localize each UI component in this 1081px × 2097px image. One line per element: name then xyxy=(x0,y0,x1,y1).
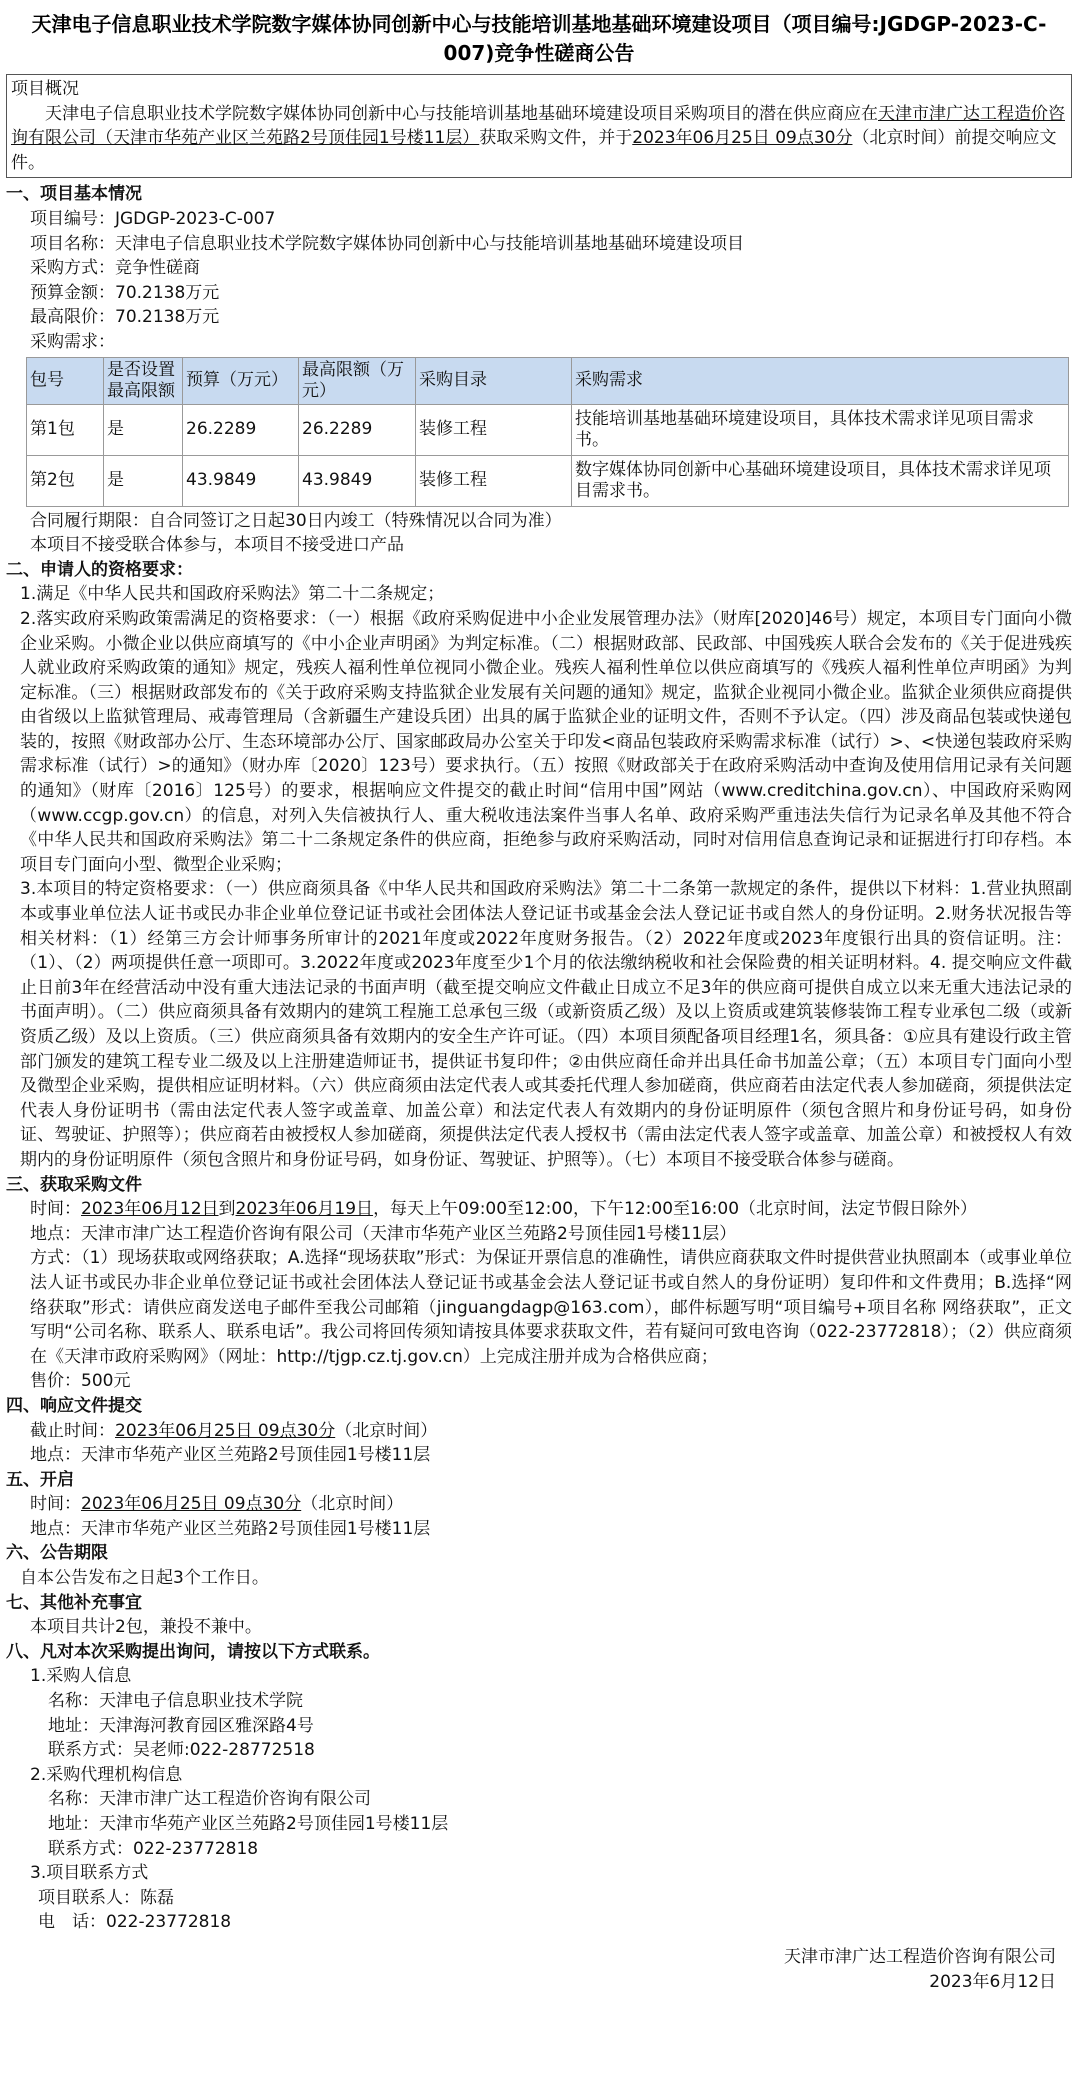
supplementary-note: 本项目共计2包，兼投不兼中。 xyxy=(30,1617,262,1638)
submit-place: 地点：天津市华苑产业区兰苑路2号顶佳园1号楼11层 xyxy=(30,1445,431,1466)
submit-deadline-date: 2023年06月25日 09点30分 xyxy=(115,1420,336,1441)
section-6-heading: 六、公告期限 xyxy=(6,1543,108,1564)
overview-text-3: （北京时间）前提交响应文件。 xyxy=(11,128,1057,173)
table-cell: 装修工程 xyxy=(416,404,572,455)
agency-title: 2.采购代理机构信息 xyxy=(30,1764,183,1785)
agency-address: 地址：天津市华苑产业区兰苑路2号顶佳园1号楼11层 xyxy=(48,1814,449,1834)
table-cell: 43.9849 xyxy=(183,455,299,506)
section-1-line: 项目名称：天津电子信息职业技术学院数字媒体协同创新中心与技能培训基地基础环境建设项目 xyxy=(30,233,744,254)
overview-address: 天津市津广达工程造价咨询有限公司（天津市华苑产业区兰苑路2号顶佳园1号楼11层） xyxy=(11,103,1065,149)
overview-heading: 项目概况 xyxy=(11,79,79,99)
section-2-heading: 二、申请人的资格要求： xyxy=(6,559,193,580)
obtain-time-rest: ，每天上午09:00至12:00，下午12:00至16:00（北京时间，法定节假日除外） xyxy=(373,1199,978,1220)
overview-box xyxy=(6,74,1072,178)
obtain-end-date: 2023年06月19日 xyxy=(235,1199,374,1220)
table-cell: 装修工程 xyxy=(416,455,572,506)
overview-deadline: 2023年06月25日 09点30分 xyxy=(632,128,853,149)
section-8-heading: 八、凡对本次采购提出询问，请按以下方式联系。 xyxy=(6,1641,380,1662)
contract-period: 合同履行期限：自合同签订之日起30日内竣工（特殊情况以合同为准） xyxy=(30,510,562,531)
section-1-heading: 一、项目基本情况 xyxy=(6,184,142,205)
qualification-3: 3.本项目的特定资格要求：（一）供应商须具备《中华人民共和国政府采购法》第二十二条第一款规定的条件，提供以下材料：1.营业执照副本或事业单位法人证书或民办非企业单位登记证书或社会团体法人登记证书或基金会法人登记证书或自然人的身份证明。2.财务状况报告等相关材料：（1）经第三方会计师事务所审计的2021年度或2022年度财务报告。（2）2022年度或2023年度银行出具的资信证明。注：（1）、（2）两项提供任意一项即可。3.2022年度或2023年度至少1个月的依法缴纳税收和社会保险费的相关证明材料。4. 提交响应文件截止日前3年在经营活动中没有重大违法记录的书面声明（截至提交响应文件截止日成立不足3年的供应商可提供自成立以来无重大违法记录的书面声明）。（二）供应商须具备有效期内的建筑工程施工总承包三级（或新资质乙级）及以上资质或建筑装修装饰工程专业承包二级（或新资质乙级）及以上资质。（三）供应商须具备有效期内的安全生产许可证。（四）本项目须配备项目经理1名，须具备：①应具有建设行政主管部门颁发的建筑工程专业二级及以上注册建造师证书，提供证书复印件；②由供应商任命并出具任命书加盖公章；（五）本项目专门面向小型及微型企业采购，提供相应证明材料。（六）供应商须由法定代表人或其委托代理人参加磋商，供应商若由法定代表人参加磋商，须提供法定代表人身份证明书（需由法定代表人签字或盖章、加盖公章）和法定代表人有效期内的身份证明原件（须包含照片和身份证号码，如身份证、驾驶证、护照等）；供应商若由被授权人参加磋商，须提供法定代表人授权书（需由法定代表人签字或盖章、加盖公章）和被授权人有效期内的身份证明原件（须包含照片和身份证号码，如身份证、驾驶证、护照等）。（七）本项目不接受联合体参与磋商。 xyxy=(20,879,1072,1170)
agency-contact: 联系方式：022-23772818 xyxy=(48,1838,259,1859)
qualification-2: 2.落实政府采购政策需满足的资格要求：（一）根据《政府采购促进中小企业发展管理办法》（财库[2020]46号）规定，本项目专门面向小微企业采购。小微企业以供应商填写的《中小企业声明函》为判定标准。（二）根据财政部、民政部、中国残疾人联合会发布的《关于促进残疾人就业政府采购政策的通知》规定，残疾人福利性单位视同小微企业。残疾人福利性单位以供应商填写的《残疾人福利性单位声明函》为判定标准。（三）根据财政部发布的《关于政府采购支持监狱企业发展有关问题的通知》规定，监狱企业视同小微企业。监狱企业须供应商提供由省级以上监狱管理局、戒毒管理局（含新疆生产建设兵团）出具的属于监狱企业的证明文件，否则不予认定。（四）涉及商品包装或快递包装的，按照《财政部办公厅、生态环境部办公厅、国家邮政局办公室关于印发<商品包装政府采购需求标准（试行）>、<快递包装政府采购需求标准（试行）>的通知》（财办库〔2020〕123号）要求执行。（五）按照《财政部关于在政府采购活动中查询及使用信用记录有关问题的通知》（财库〔2016〕125号）的要求，根据响应文件提交的截止时间“信用中国”网站（www.creditchina.gov.cn）、中国政府采购网（www.ccgp.gov.cn）的信息，对列入失信被执行人、重大税收违法案件当事人名单、政府采购严重违法失信行为记录名单及其他不符合《中华人民共和国政府采购法》第二十二条规定条件的供应商，拒绝参与政府采购活动，同时对信用信息查询记录和证据进行打印存档。本项目专门面向小型、微型企业采购； xyxy=(20,608,1072,875)
table-cell: 数字媒体协同创新中心基础环境建设项目，具体技术需求详见项目需求书。 xyxy=(572,455,1069,506)
purchaser-title: 1.采购人信息 xyxy=(30,1666,132,1687)
requirements-table xyxy=(26,357,1069,507)
table-cell: 43.9849 xyxy=(299,455,416,506)
table-header-cell: 包号 xyxy=(27,357,104,404)
obtain-method: 方式：（1）现场获取或网络获取；A.选择“现场获取”形式：为保证开票信息的准确性，请供应商获取文件时提供营业执照副本（或事业单位法人证书或民办非企业单位登记证书或社会团体法人登记证书或基金会法人登记证书或自然人的身份证明）复印件和文件费用；B.选择“网络获取”形式：请供应商发送电子邮件至我公司邮箱（jinguangdagp@163.com），邮件标题写明“项目编号+项目名称 网络获取”，正文写明“公司名称、联系人、联系电话”。我公司将回传须知请按具体要求获取文件，若有疑问可致电咨询（022-23772818）；（2）供应商须在《天津市政府采购网》（网址：http://tjgp.cz.tj.gov.cn）上完成注册并成为合格供应商； xyxy=(30,1248,1072,1367)
table-header-cell: 预算（万元） xyxy=(183,357,299,404)
overview-text-1: 天津电子信息职业技术学院数字媒体协同创新中心与技能培训基地基础环境建设项目采购项目的潜在供应商应在 xyxy=(45,103,878,124)
table-cell: 第2包 xyxy=(27,455,104,506)
section-1-line: 最高限价：70.2138万元 xyxy=(30,307,220,328)
section-1-line: 采购需求： xyxy=(30,331,115,352)
table-header-cell: 采购需求 xyxy=(572,357,1069,404)
table-cell: 第1包 xyxy=(27,404,104,455)
section-7-heading: 七、其他补充事宜 xyxy=(6,1592,142,1613)
section-3-heading: 三、获取采购文件 xyxy=(6,1174,142,1195)
obtain-time-mid: 到 xyxy=(218,1199,236,1220)
purchaser-name: 名称：天津电子信息职业技术学院 xyxy=(48,1691,303,1712)
submit-deadline-rest: （北京时间） xyxy=(335,1420,438,1441)
agency-name: 名称：天津市津广达工程造价咨询有限公司 xyxy=(48,1789,371,1810)
submit-deadline xyxy=(6,1419,1072,1444)
table-row xyxy=(27,455,1069,506)
obtain-time-label: 时间： xyxy=(30,1199,81,1220)
obtain-start-date: 2023年06月12日 xyxy=(81,1199,219,1220)
section-1-line: 预算金额：70.2138万元 xyxy=(30,282,220,303)
section-4-heading: 四、响应文件提交 xyxy=(6,1395,142,1416)
project-contact-person: 项目联系人：陈磊 xyxy=(38,1887,174,1908)
announcement-period: 自本公告发布之日起3个工作日。 xyxy=(20,1568,269,1589)
page-title: 天津电子信息职业技术学院数字媒体协同创新中心与技能培训基地基础环境建设项目（项目编号:JGDGP-2023-C-007)竞争性磋商公告 xyxy=(31,12,1047,65)
opening-date: 2023年06月25日 09点30分 xyxy=(81,1494,302,1515)
opening-place: 地点：天津市华苑产业区兰苑路2号顶佳园1号楼11层 xyxy=(30,1518,431,1539)
qualification-1: 1.满足《中华人民共和国政府采购法》第二十二条规定； xyxy=(20,584,445,605)
consortium-note: 本项目不接受联合体参与，本项目不接受进口产品 xyxy=(30,535,404,556)
section-1-line: 项目编号：JGDGP-2023-C-007 xyxy=(30,208,276,229)
table-cell: 是 xyxy=(104,455,183,506)
table-header-cell: 最高限额（万元） xyxy=(299,357,416,404)
table-row xyxy=(27,404,1069,455)
signature-date: 2023年6月12日 xyxy=(929,1971,1056,1992)
project-contact-phone: 电 话：022-23772818 xyxy=(38,1912,232,1933)
purchaser-address: 地址：天津海河教育园区雅深路4号 xyxy=(48,1715,314,1736)
section-5-heading: 五、开启 xyxy=(6,1469,74,1490)
table-header-cell: 采购目录 xyxy=(416,357,572,404)
opening-time-label: 时间： xyxy=(30,1494,81,1515)
table-header-row xyxy=(27,357,1069,404)
document-price: 售价：500元 xyxy=(30,1371,131,1392)
announcement-page xyxy=(6,0,1072,1994)
table-header-cell: 是否设置最高限额 xyxy=(104,357,183,404)
overview-text-2: 获取采购文件，并于 xyxy=(479,128,633,149)
table-cell: 26.2289 xyxy=(183,404,299,455)
opening-time-rest: （北京时间） xyxy=(301,1494,404,1515)
obtain-time xyxy=(6,1197,1072,1222)
table-cell: 是 xyxy=(104,404,183,455)
project-contact-title: 3.项目联系方式 xyxy=(30,1863,149,1884)
opening-time xyxy=(6,1492,1072,1517)
overview-text xyxy=(11,102,1065,176)
table-cell: 技能培训基地基础环境建设项目，具体技术需求详见项目需求书。 xyxy=(572,404,1069,455)
purchaser-contact: 联系方式：吴老师:022-28772518 xyxy=(48,1740,315,1761)
table-cell: 26.2289 xyxy=(299,404,416,455)
obtain-place: 地点：天津市津广达工程造价咨询有限公司（天津市华苑产业区兰苑路2号顶佳园1号楼11层） xyxy=(30,1223,737,1244)
submit-deadline-label: 截止时间： xyxy=(30,1420,115,1441)
section-1-line: 采购方式：竞争性磋商 xyxy=(30,258,200,279)
signature-org: 天津市津广达工程造价咨询有限公司 xyxy=(784,1946,1056,1967)
